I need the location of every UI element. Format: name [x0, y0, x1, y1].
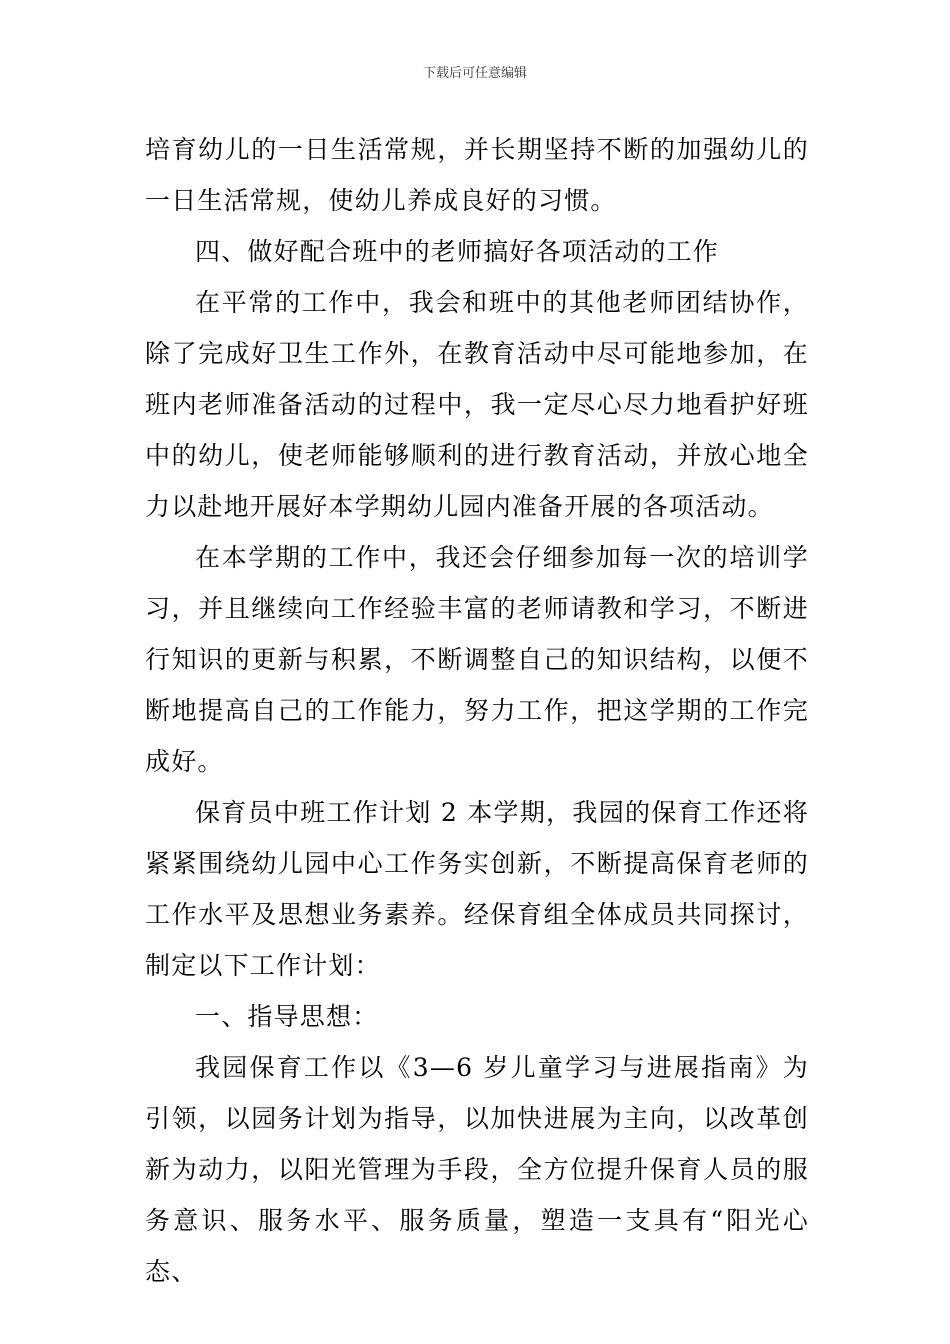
paragraph: 在平常的工作中，我会和班中的其他老师团结协作，除了完成好卫生工作外，在教育活动中尽可能地参加，在班内老师准备活动的过程中，我一定尽心尽力地看护好班中的幼儿，使老师能够顺利的进行教育活动，并放心地全力以赴地开展好本学期幼儿园内准备开展的各项活动。 [145, 288, 809, 521]
document-body [145, 124, 809, 1297]
page-header-note: 下载后可任意编辑 [422, 66, 527, 81]
paragraph: 我园保育工作以《3—6 岁儿童学习与进展指南》为引领，以园务计划为指导，以加快进展为主向，以改革创新为动力，以阳光管理为手段，全方位提升保育人员的服务意识、服务水平、服务质量，塑造一支具有“阳光心态、 [145, 1053, 809, 1286]
paragraph-continuation: 培育幼儿的一日生活常规，并长期坚持不断的加强幼儿的一日生活常规，使幼儿养成良好的习惯。 [145, 135, 809, 215]
section-heading-1: 一、指导思想： [195, 1002, 379, 1031]
section-heading-4: 四、做好配合班中的老师搞好各项活动的工作 [195, 237, 720, 266]
paragraph: 保育员中班工作计划 2 本学期，我园的保育工作还将紧紧围绕幼儿园中心工作务实创新，不断提高保育老师的工作水平及思想业务素养。经保育组全体成员共同探讨，制定以下工作计划： [145, 798, 809, 980]
paragraph: 在本学期的工作中，我还会仔细参加每一次的培训学习，并且继续向工作经验丰富的老师请教和学习，不断进行知识的更新与积累，不断调整自己的知识结构，以便不断地提高自己的工作能力，努力工作，把这学期的工作完成好。 [145, 543, 809, 776]
